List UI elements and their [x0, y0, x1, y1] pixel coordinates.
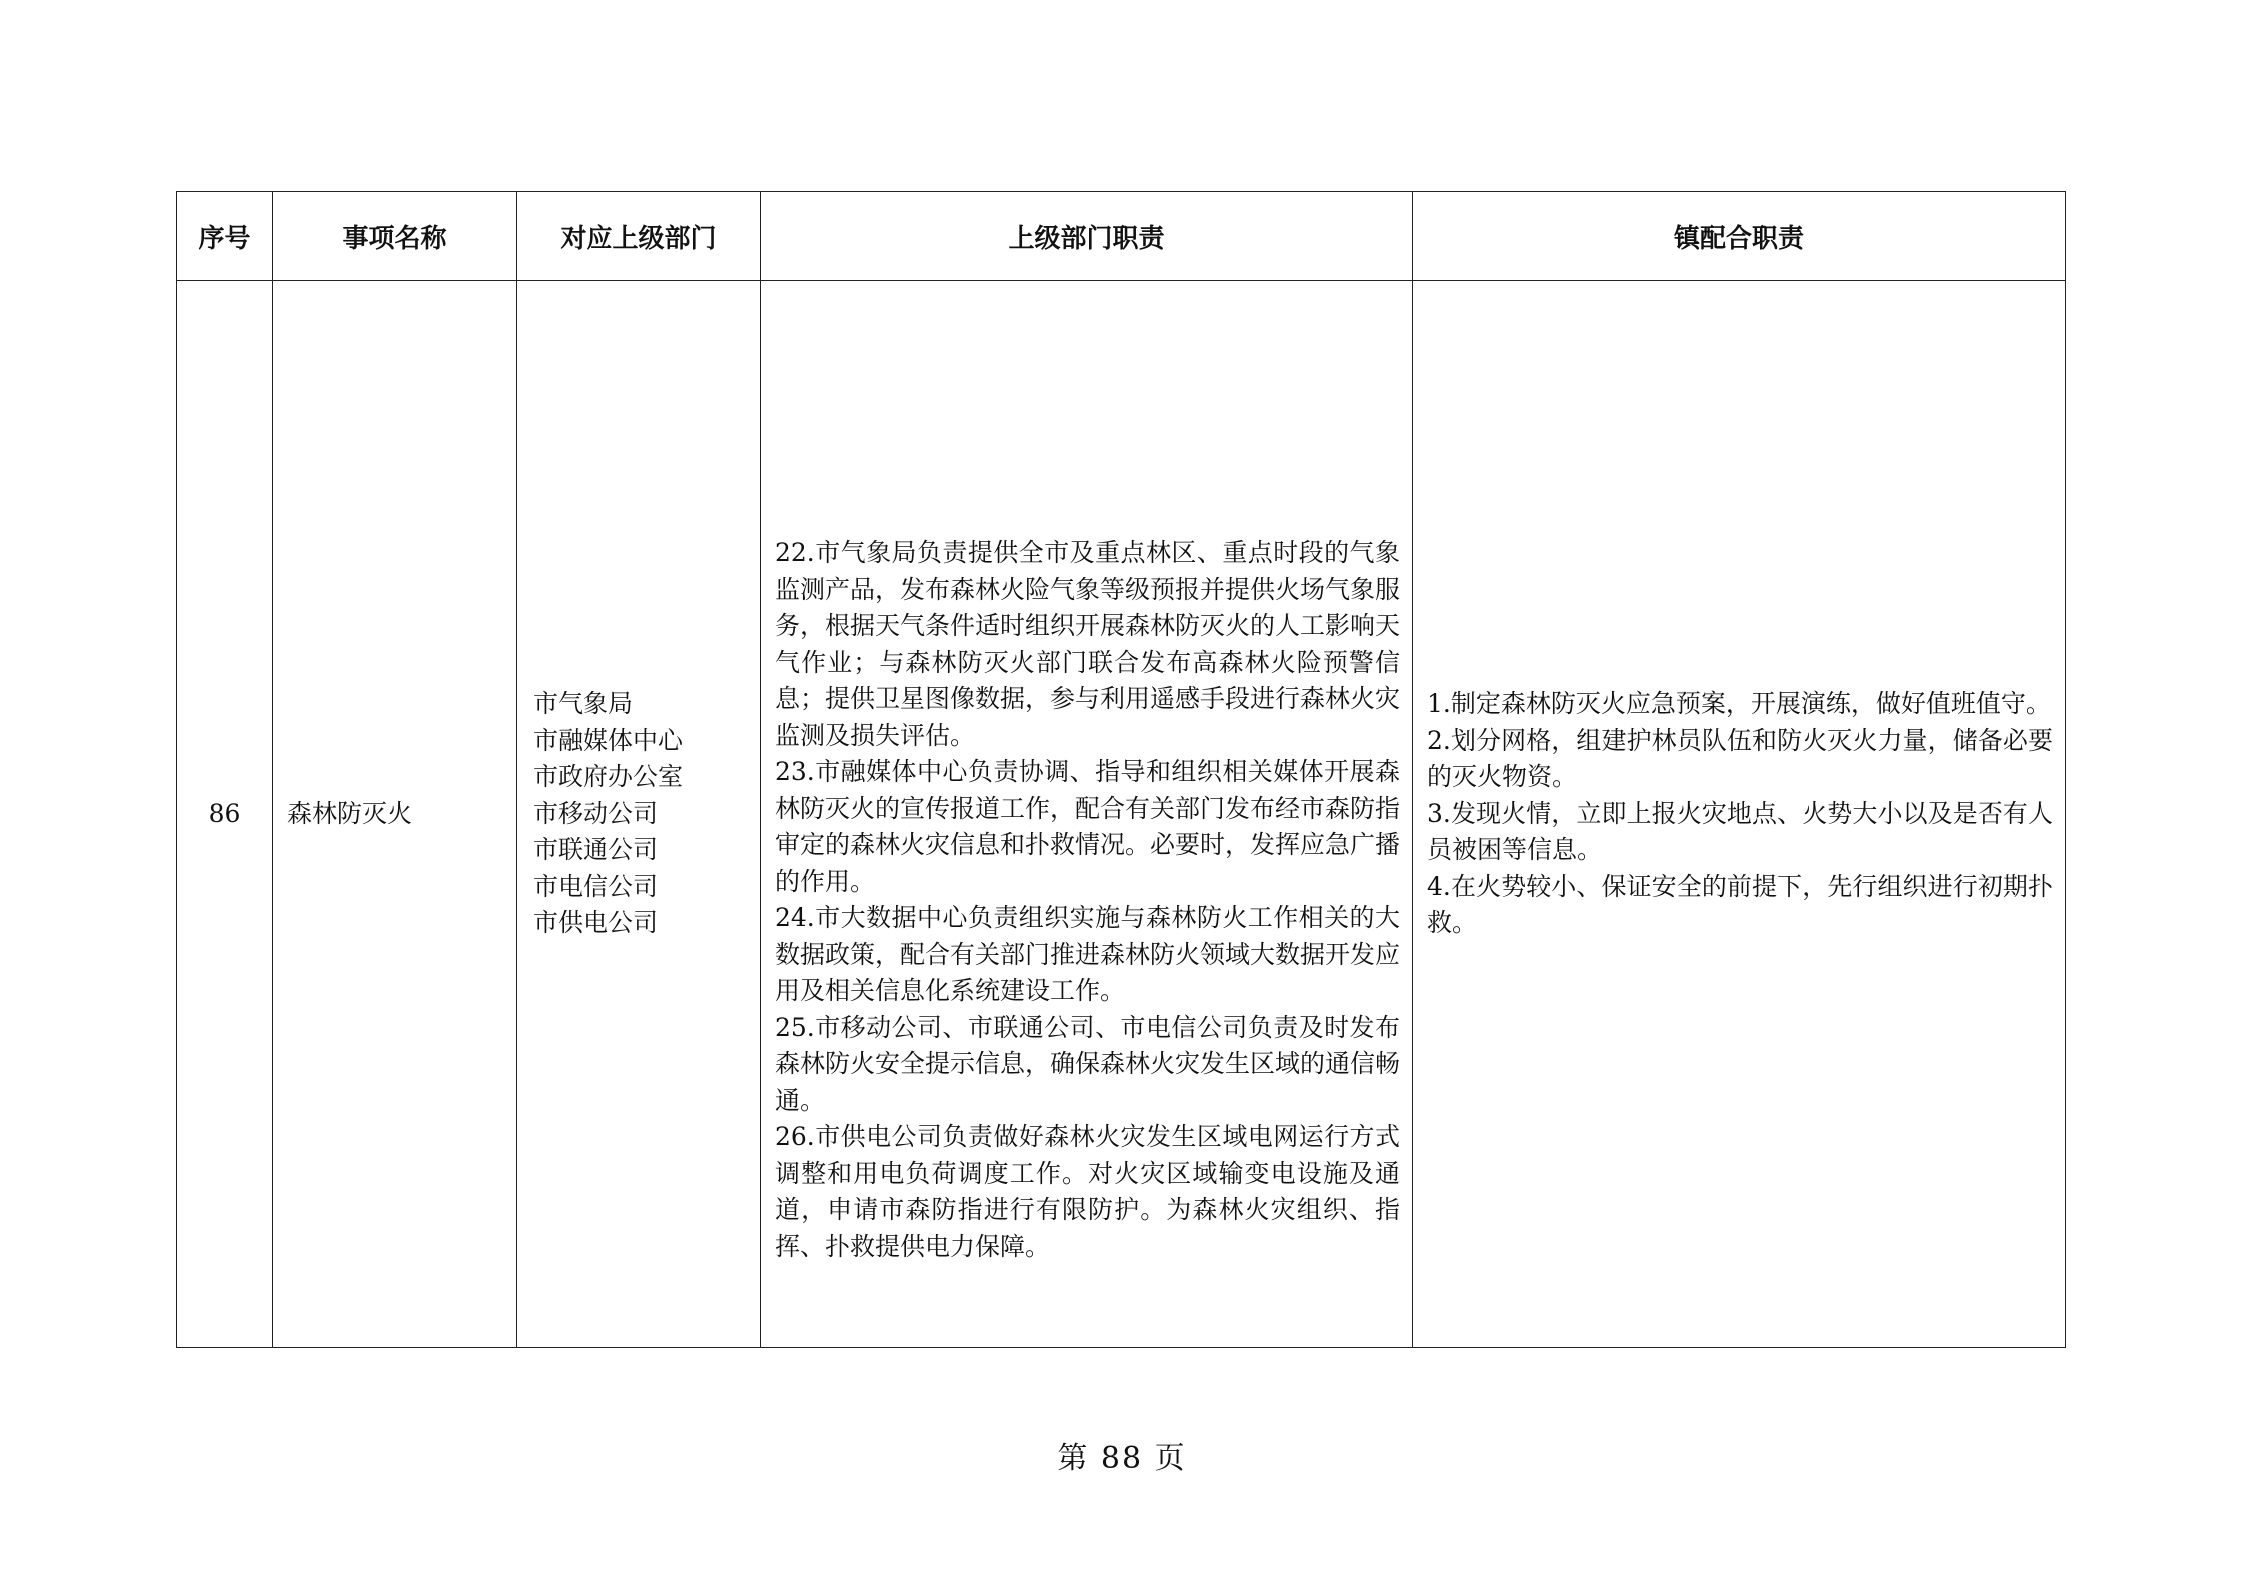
town-duty-paragraph: 4.在火势较小、保证安全的前提下，先行组织进行初期扑救。: [1427, 871, 2053, 938]
header-upper-duties: 上级部门职责: [761, 192, 1413, 281]
page-number: 第 88 页: [1057, 1441, 1187, 1476]
town-duty-paragraph: 1.制定森林防灭火应急预案，开展演练，做好值班值守。: [1427, 689, 2051, 719]
department-item: 市政府办公室: [533, 762, 684, 792]
table-row: [177, 281, 2066, 1348]
cell-departments: [517, 281, 761, 1348]
upper-duty-paragraph: 24.市大数据中心负责组织实施与森林防火工作相关的大数据政策，配合有关部门推进森林防火领域大数据开发应用及相关信息化系统建设工作。: [775, 903, 1401, 1005]
department-item: 市融媒体中心: [533, 725, 684, 755]
duty-table: [176, 191, 2066, 1348]
department-item: 市移动公司: [533, 798, 659, 828]
header-serial-number: 序号: [177, 192, 273, 281]
header-town-duties: 镇配合职责: [1413, 192, 2066, 281]
upper-duty-paragraph: 26.市供电公司负责做好森林火灾发生区域电网运行方式调整和用电负荷调度工作。对火灾区域输变电设施及通道，申请市森防指进行有限防护。为森林火灾组织、指挥、扑救提供电力保障。: [775, 1122, 1400, 1261]
cell-upper-duties: [761, 281, 1413, 1348]
department-item: 市电信公司: [533, 871, 659, 901]
table-header-row: [177, 192, 2066, 281]
department-item: 市联通公司: [533, 835, 659, 865]
cell-serial-number: 86: [177, 281, 273, 1348]
town-duty-paragraph: 3.发现火情，立即上报火灾地点、火势大小以及是否有人员被困等信息。: [1427, 798, 2053, 865]
header-item-name: 事项名称: [273, 192, 517, 281]
cell-item-name: 森林防灭火: [273, 281, 517, 1348]
town-duty-paragraph: 2.划分网格，组建护林员队伍和防火灭火力量，储备必要的灭火物资。: [1427, 725, 2053, 792]
header-upper-department: 对应上级部门: [517, 192, 761, 281]
upper-duty-paragraph: 22.市气象局负责提供全市及重点林区、重点时段的气象监测产品，发布森林火险气象等级预报并提供火场气象服务，根据天气条件适时组织开展森林防灭火的人工影响天气作业；与森林防灭火部门联合发布高森林火险预警信息；提供卫星图像数据，参与利用遥感手段进行森林火灾监测及损失评估。: [775, 538, 1401, 750]
department-item: 市供电公司: [533, 908, 659, 938]
department-item: 市气象局: [533, 689, 634, 719]
upper-duty-paragraph: 23.市融媒体中心负责协调、指导和组织相关媒体开展森林防灭火的宣传报道工作，配合有关部门发布经市森防指审定的森林火灾信息和扑救情况。必要时，发挥应急广播的作用。: [775, 757, 1401, 896]
upper-duty-paragraph: 25.市移动公司、市联通公司、市电信公司负责及时发布森林防火安全提示信息，确保森林火灾发生区域的通信畅通。: [775, 1012, 1401, 1115]
cell-town-duties: [1413, 281, 2066, 1348]
